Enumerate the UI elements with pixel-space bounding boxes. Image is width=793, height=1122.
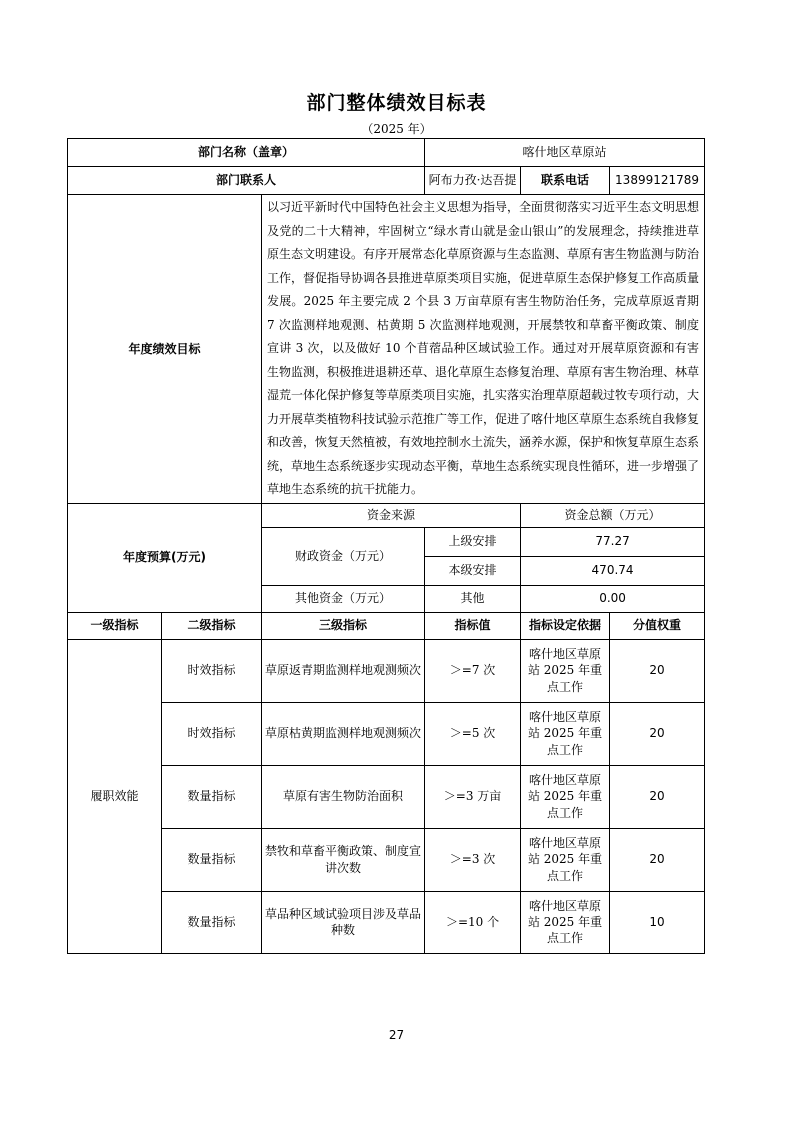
page-title: 部门整体绩效目标表 <box>306 92 487 114</box>
goal-label: 年度绩效目标 <box>68 195 262 504</box>
budget-label: 年度预算(万元) <box>68 503 262 612</box>
table-row <box>68 702 705 765</box>
local-allocation-label: 本级安排 <box>425 556 521 585</box>
header-level3: 三级指标 <box>262 612 425 639</box>
phone-value: 13899121789 <box>610 167 705 195</box>
indicator-weight: 20 <box>610 765 705 828</box>
indicator-weight: 10 <box>610 891 705 953</box>
header-weight: 分值权重 <box>610 612 705 639</box>
level3-indicator: 草品种区域试验项目涉及草品种数 <box>262 891 425 953</box>
table-row <box>68 765 705 828</box>
level3-indicator: 草原返青期监测样地观测频次 <box>262 639 425 702</box>
header-value: 指标值 <box>425 612 521 639</box>
other-funds-label: 其他资金（万元） <box>262 585 425 612</box>
dept-name-label: 部门名称（盖章） <box>68 139 425 167</box>
indicator-value: ＞=5 次 <box>425 702 521 765</box>
goal-text: 以习近平新时代中国特色社会主义思想为指导，全面贯彻落实习近平生态文明思想及党的二十大精神，牢固树立“绿水青山就是金山银山”的发展理念，持续推进草原生态文明建设。有序开展常态化草原资源与生态监测、草原有害生物监测与防治工作，督促指导协调各县推进草原类项目实施，促进草原生态保护修复工作高质量发展。2025 年主要完成 2 个县 3 万亩草原有害生物防治任务，完成草原返青期 7 次监测样地观测、枯黄期 5 次监测样地观测，开展禁牧和草畜平衡政策、制度宣讲 3 次，以及做好 10 个苜蓿品种区域试验工作。通过对开展草原资源和有害生物监测，积极推进退耕还草、退化草原生态修复治理、草原有害生物治理、林草湿荒一体化保护修复等草原类项目实施，扎实落实治理草原超载过牧专项行动，大力开展草类植物科技试验示范推广等工作，促进了喀什地区草原生态系统自我修复和改善，恢复天然植被，有效地控制水土流失，涵养水源，保护和恢复草原生态系统，草地生态系统逐步实现动态平衡，草地生态系统实现良性循环，进一步增强了草地生态系统的抗干扰能力。 <box>262 195 705 504</box>
other-sub-label: 其他 <box>425 585 521 612</box>
header-level2: 二级指标 <box>162 612 262 639</box>
header-basis: 指标设定依据 <box>521 612 610 639</box>
indicator-value: ＞=7 次 <box>425 639 521 702</box>
budget-source-header: 资金来源 <box>262 503 521 527</box>
level2-indicator: 数量指标 <box>162 765 262 828</box>
indicator-weight: 20 <box>610 639 705 702</box>
indicator-weight: 20 <box>610 828 705 891</box>
fiscal-funds-label: 财政资金（万元） <box>262 527 425 585</box>
table-row <box>68 639 705 702</box>
indicator-basis: 喀什地区草原站 2025 年重点工作 <box>521 639 610 702</box>
contact-value: 阿布力孜·达吾提 <box>425 167 521 195</box>
header-level1: 一级指标 <box>68 612 162 639</box>
indicator-value: ＞=3 次 <box>425 828 521 891</box>
indicator-basis: 喀什地区草原站 2025 年重点工作 <box>521 765 610 828</box>
level2-indicator: 数量指标 <box>162 891 262 953</box>
level2-indicator: 数量指标 <box>162 828 262 891</box>
indicator-weight: 20 <box>610 702 705 765</box>
table-row <box>68 891 705 953</box>
level3-indicator: 草原有害生物防治面积 <box>262 765 425 828</box>
indicator-basis: 喀什地区草原站 2025 年重点工作 <box>521 891 610 953</box>
upper-allocation-value: 77.27 <box>521 527 705 556</box>
indicator-value: ＞=10 个 <box>425 891 521 953</box>
local-allocation-value: 470.74 <box>521 556 705 585</box>
indicator-basis: 喀什地区草原站 2025 年重点工作 <box>521 828 610 891</box>
indicator-basis: 喀什地区草原站 2025 年重点工作 <box>521 702 610 765</box>
level2-indicator: 时效指标 <box>162 702 262 765</box>
budget-total-header: 资金总额（万元） <box>521 503 705 527</box>
phone-label: 联系电话 <box>521 167 610 195</box>
upper-allocation-label: 上级安排 <box>425 527 521 556</box>
contact-label: 部门联系人 <box>68 167 425 195</box>
dept-name-value: 喀什地区草原站 <box>425 139 705 167</box>
performance-table <box>67 138 705 954</box>
level1-indicator: 履职效能 <box>68 639 162 953</box>
year-label: （2025 年） <box>361 122 432 136</box>
level3-indicator: 禁牧和草畜平衡政策、制度宣讲次数 <box>262 828 425 891</box>
level3-indicator: 草原枯黄期监测样地观测频次 <box>262 702 425 765</box>
other-funds-value: 0.00 <box>521 585 705 612</box>
indicator-value: ＞=3 万亩 <box>425 765 521 828</box>
level2-indicator: 时效指标 <box>162 639 262 702</box>
table-row <box>68 828 705 891</box>
page-number: 27 <box>388 1028 405 1042</box>
